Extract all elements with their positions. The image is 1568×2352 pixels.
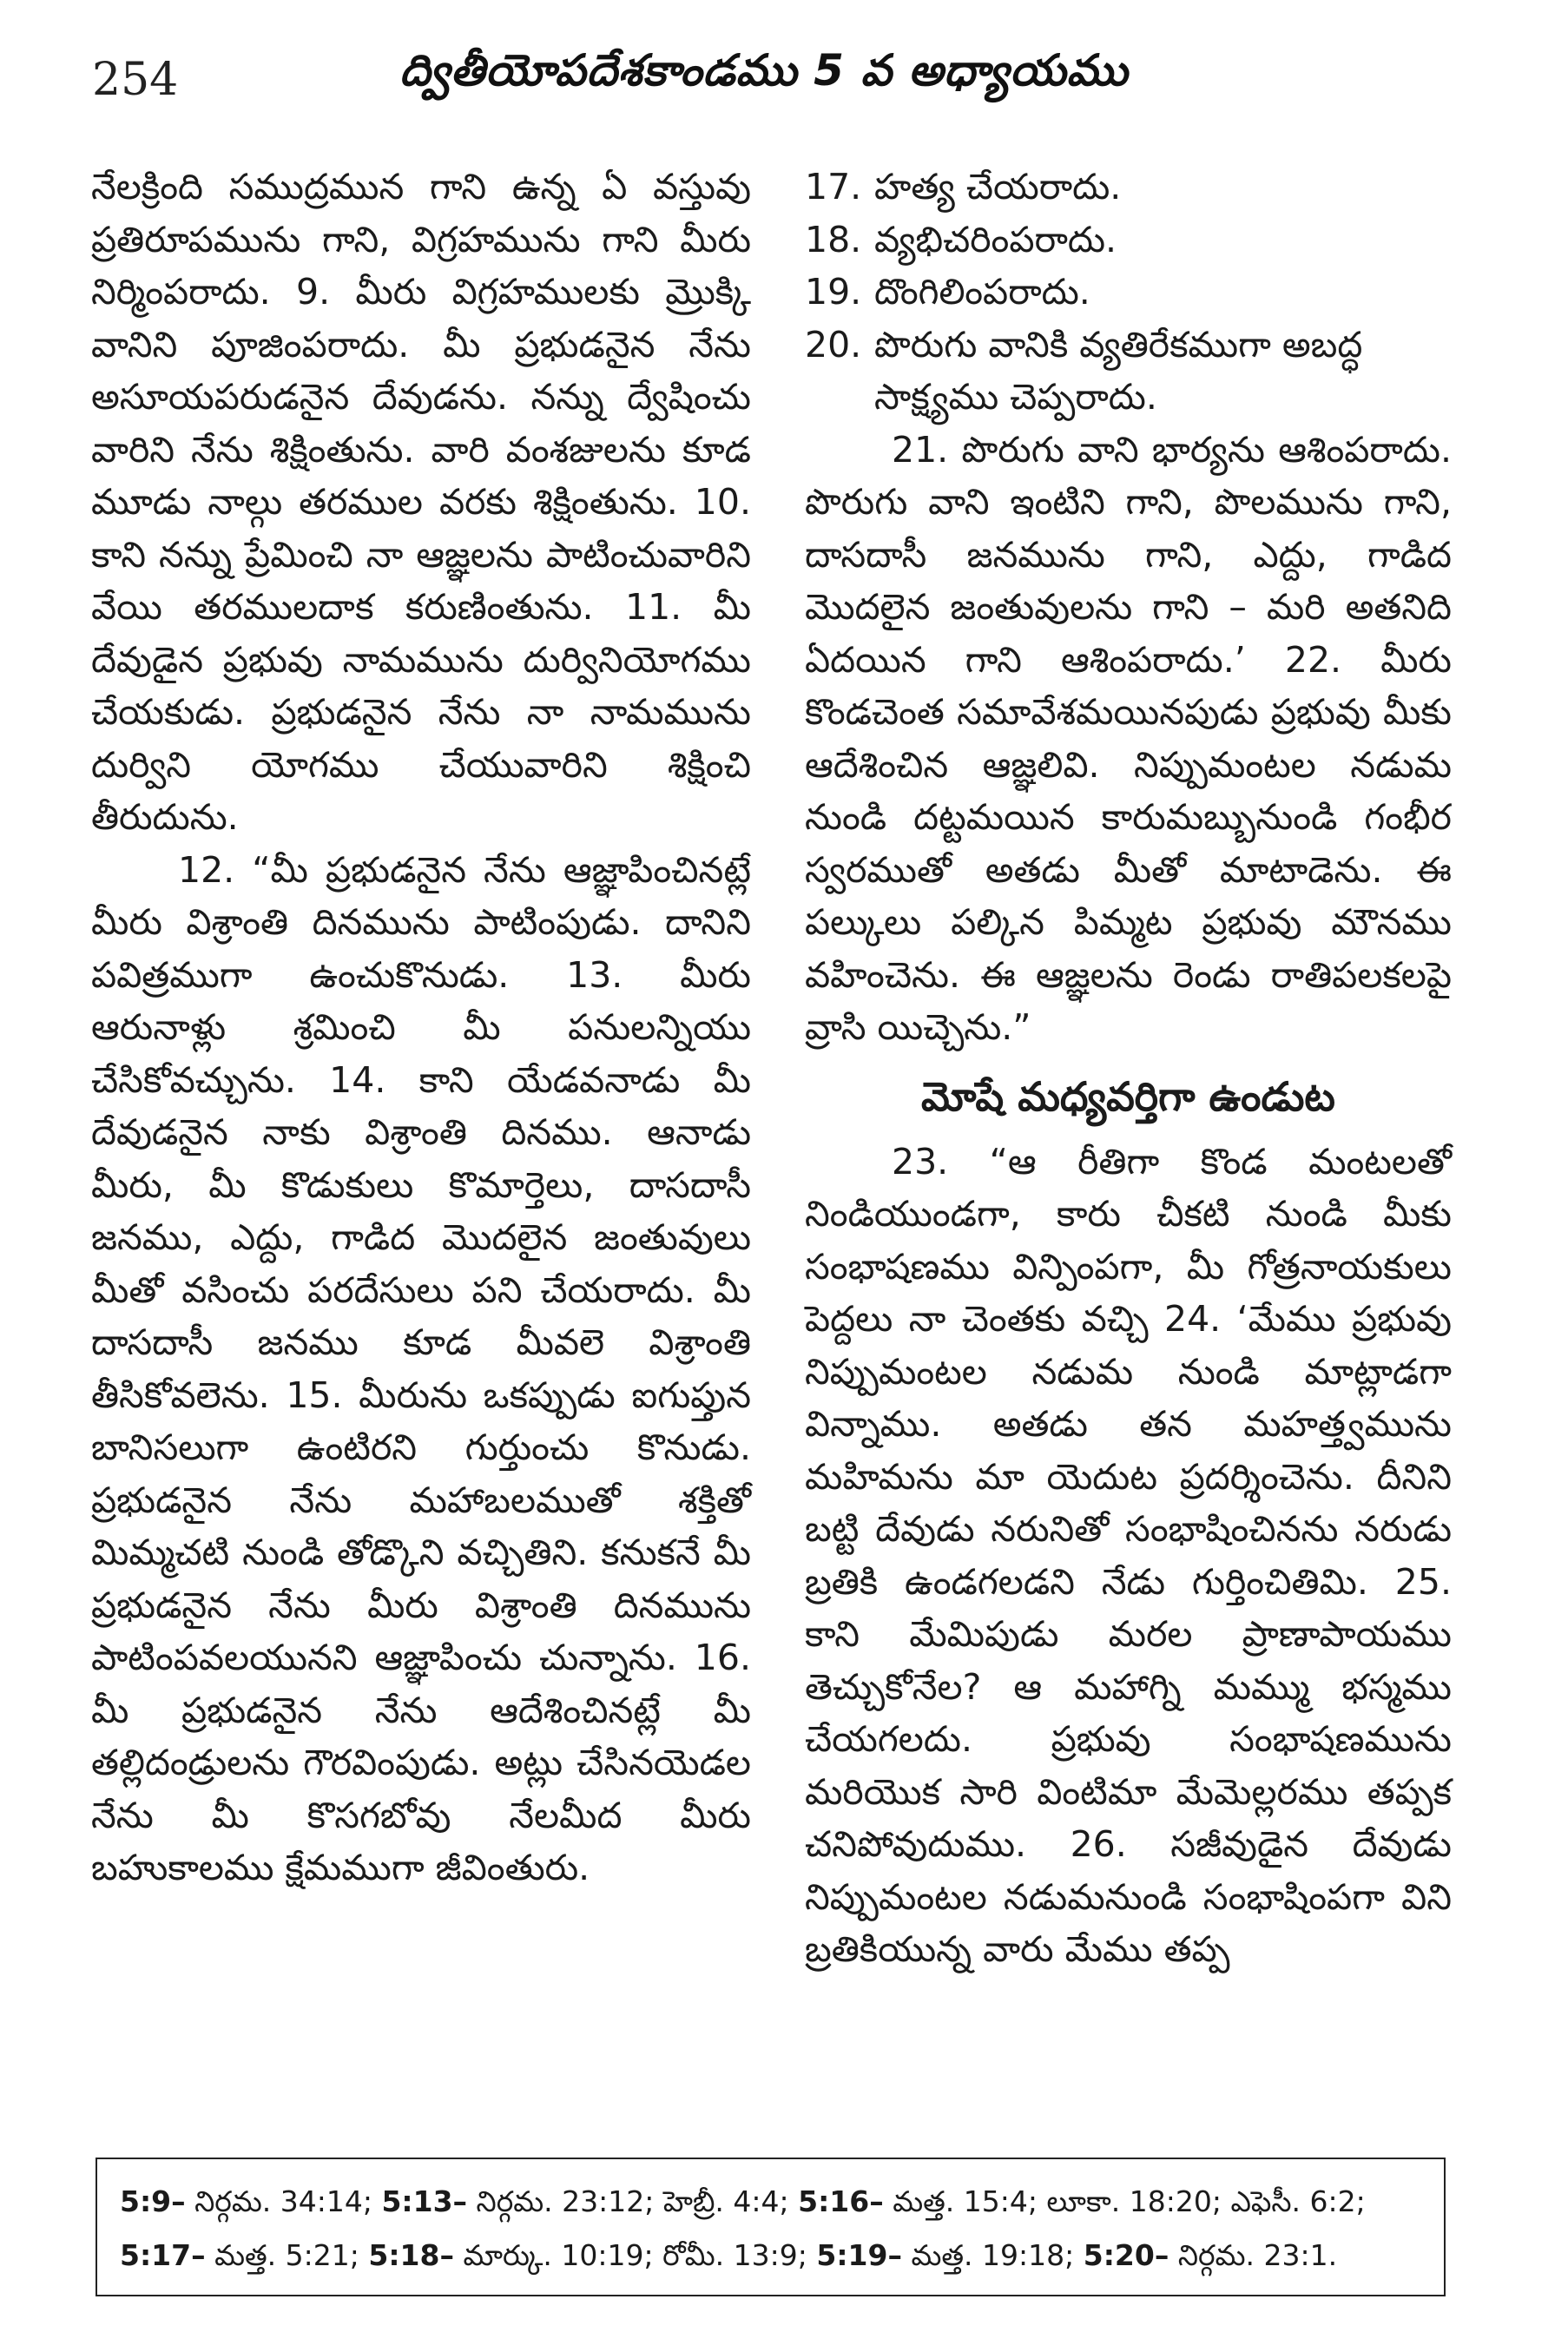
commandment-item	[805, 214, 1452, 267]
footnote-ref: 5:18–	[368, 2238, 454, 2272]
footnote-text: మత్త. 5:21;	[205, 2238, 369, 2272]
paragraph: 21. పొరుగు వాని భార్యను ఆశింపరాదు. పొరుగు వాని ఇంటిని గాని, పొలమును గాని, దాసదాసీ జనమును గాని, ఎద్దు, గాడిద మొదలైన జంతువులను గాని – మరి అతనిది ఏదయిన గాని ఆశింపరాదు.’ 22. మీరు కొండచెంత సమావేశమయినపుడు ప్రభువు మీకు ఆదేశించిన ఆజ్ఞలివి. నిప్పుమంటల నడుమ నుండి దట్టమయిన కారుమబ్బునుండి గంభీర స్వరముతో అతడు మీతో మాటాడెను. ఈ పల్కులు పల్కిన పిమ్మట ప్రభువు మౌనము వహించెను. ఈ ఆజ్ఞలను రెండు రాతిపలకలపై వ్రాసి యిచ్చెను.”	[805, 428, 1452, 1048]
footnote-text: నిర్గమ. 34:14;	[185, 2184, 382, 2218]
commandment-item	[805, 161, 1452, 214]
paragraph: 23. “ఆ రీతిగా కొండ మంటలతో నిండియుండగా, కారు చీకటి నుండి మీకు సంభాషణము విన్పింపగా, మీ గోత్రనాయకులు పెద్దలు నా చెంతకు వచ్చి 24. ‘మేము ప్రభువు నిప్పుమంటల నడుమ నుండి మాట్లాడగా విన్నాము. అతడు తన మహత్త్వమును మహిమను మా యెదుట ప్రదర్శించెను. దీనిని బట్టి దేవుడు నరునితో సంభాషించినను నరుడు బ్రతికి ఉండగలడని నేడు గుర్తించితిమి. 25. కాని మేమిపుడు మరల ప్రాణాపాయము తెచ్చుకోనేల? ఆ మహాగ్ని మమ్ము భస్మము చేయగలదు. ప్రభువు సంభాషణమును మరియొక సారి వింటిమా మేమెల్లరము తప్పక చనిపోవుదుము. 26. సజీవుడైన దేవుడు నిప్పుమంటల నడుమనుండి సంభాషింపగా విని బ్రతికియున్న వారు మేము తప్ప	[805, 1140, 1452, 1970]
verse-number: 20.	[805, 323, 862, 366]
footnote-text: నిర్గమ. 23:12; హెబ్రీ. 4:4;	[467, 2184, 799, 2218]
running-title: ద్వితీయోపదేశకాండము 5 వ అధ్యాయము	[399, 45, 1129, 96]
page-header	[87, 45, 1441, 123]
footnote-text: మార్కు. 10:19; రోమీ. 13:9;	[453, 2238, 817, 2272]
footnote-ref: 5:19–	[816, 2238, 902, 2272]
verse-number: 19.	[805, 271, 862, 313]
footnote-text: మత్త. 19:18;	[901, 2238, 1084, 2272]
commandment-item	[805, 266, 1452, 319]
footnote-ref: 5:20–	[1083, 2238, 1169, 2272]
footnote-line	[120, 2175, 1421, 2229]
verse-number: 17.	[805, 166, 862, 208]
footnote-line	[120, 2229, 1421, 2283]
commandment-text: దొంగిలింపరాదు.	[874, 271, 1090, 313]
paragraph: నేలక్రింది సముద్రమున గాని ఉన్న ఏ వస్తువు ప్రతిరూపమును గాని, విగ్రహమును గాని మీరు నిర్మింపరాదు. 9. మీరు విగ్రహములకు మ్రొక్కి వానిని పూజింపరాదు. మీ ప్రభుడనైన నేను అసూయపరుడనైన దేవుడను. నన్ను ద్వేషించు వారిని నేను శిక్షింతును. వారి వంశజులను కూడ మూడు నాల్గు తరముల వరకు శిక్షింతును. 10. కాని నన్ను ప్రేమించి నా ఆజ్ఞలను పాటించువారిని వేయి తరములదాక కరుణింతును. 11. మీ దేవుడైన ప్రభువు నామమును దుర్వినియోగము చేయకుడు. ప్రభుడనైన నేను నా నామమును దుర్విని యోగము చేయువారిని శిక్షించి తీరుదును.	[91, 166, 751, 838]
cross-references-box	[96, 2158, 1446, 2296]
footnote-ref: 5:17–	[120, 2238, 206, 2272]
footnote-ref: 5:13–	[381, 2184, 468, 2218]
commandment-text: హత్య చేయరాదు.	[874, 166, 1122, 208]
footnote-ref: 5:9–	[120, 2184, 186, 2218]
commandment-list	[805, 161, 1452, 424]
paragraph: 12. “మీ ప్రభుడనైన నేను ఆజ్ఞాపించినట్లే మీరు విశ్రాంతి దినమును పాటింపుడు. దానిని పవిత్రముగా ఉంచుకొనుడు. 13. మీరు ఆరునాళ్లు శ్రమించి మీ పనులన్నియు చేసికోవచ్చును. 14. కాని యేడవనాడు మీ దేవుడనైన నాకు విశ్రాంతి దినము. ఆనాడు మీరు, మీ కొడుకులు కొమార్తెలు, దాసదాసీ జనము, ఎద్దు, గాడిద మొదలైన జంతువులు మీతో వసించు పరదేసులు పని చేయరాదు. మీ దాసదాసీ జనము కూడ మీవలె విశ్రాంతి తీసికోవలెను. 15. మీరును ఒకప్పుడు ఐగుప్తున బానిసలుగా ఉంటిరని గుర్తుంచు కొనుడు. ప్రభుడనైన నేను మహాబలముతో శక్తితో మిమ్మచటి నుండి తోడ్కొని వచ్చితిని. కనుకనే మీ ప్రభుడనైన నేను మీరు విశ్రాంతి దినమును పాటింపవలయునని ఆజ్ఞాపించు చున్నాను. 16. మీ ప్రభుడనైన నేను ఆదేశించినట్లే మీ తల్లిదండ్రులను గౌరవింపుడు. అట్లు చేసినయెడల నేను మీ కొసగబోవు నేలమీద మీరు బహుకాలము క్షేమముగా జీవింతురు.	[91, 848, 751, 1888]
commandment-text: వ్యభిచరింపరాదు.	[874, 218, 1117, 260]
footnote-ref: 5:16–	[798, 2184, 884, 2218]
right-column	[805, 161, 1452, 1976]
commandment-item	[805, 319, 1452, 424]
left-column	[91, 161, 751, 1894]
page-number: 254	[92, 54, 179, 106]
commandment-text: పొరుగు వానికి వ్యతిరేకముగా అబద్ధ సాక్ష్యము చెప్పరాదు.	[874, 323, 1363, 418]
section-heading: మోషే మధ్యవర్తిగా ఉండుట	[921, 1072, 1335, 1120]
footnote-text: నిర్గమ. 23:1.	[1169, 2238, 1338, 2272]
footnote-text: మత్త. 15:4; లూకా. 18:20; ఎఫెసీ. 6:2;	[883, 2184, 1366, 2218]
verse-number: 18.	[805, 218, 862, 260]
